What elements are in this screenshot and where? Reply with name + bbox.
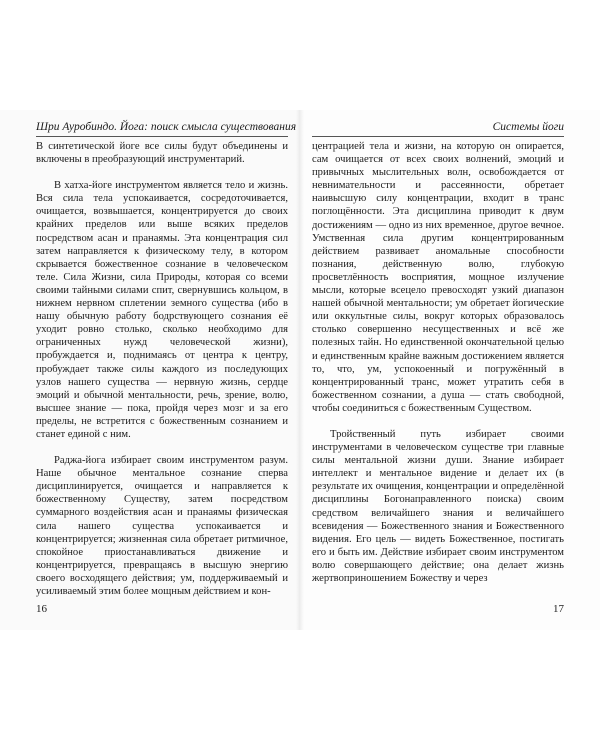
left-page-number: 16 (36, 603, 47, 615)
left-paragraph-1: В синтетической йоге все силы будут объединены и включены в преобразующий инструментарий. (36, 141, 288, 166)
right-paragraph-1: центрацией тела и жизни, на которую он опирается, сам очищается от всех своих волнений, эмоций и привычных мыслительных волн, освобождается от невнимательности и рассеянности, обретает наивысшую силу концентрации, входит в транс поглощённости. Эта дисциплина приводит к двум достижениям — одно из них временное, другое вечное. Умственная сила другим концентрированным действием развивает аномальные способности познания, действенную волю, глубокую просветлённость восприятия, мощное излучение мысли, которые всецело превосходят узкий диапазон нашей обычной ментальности; ум обретает йогические или оккультные силы, вокруг которых образовалось столько совершенно несущественных и всё же полезных тайн. Но единственной окончательной целью и единственным крайне важным достижением является то, что, ум, успокоенный и погружённый в концентрированный транс, может утратить себя в божественном сознании, а душа — стать свободной, чтобы соединиться с божественным Существом. (312, 141, 564, 414)
left-text-column (36, 140, 288, 598)
left-paragraph-2: В хатха-йоге инструментом является тело и жизнь. Вся сила тела успокаивается, сосредоточивается, очищается, возвышается, концентрируется до своих крайних пределов или выше всяких пределов посредством асан и пранаямы. Эта концентрация сил затем направляется к физическому телу, в котором скрывается божественное сознание в человеческом теле. Сила Жизни, сила Природы, которая со всеми своими тайными силами спит, свернувшись кольцом, в нижнем нервном сплетении земного существа (ибо в нашу обычную работу бодрствующего сознания её уходит ровно столько, сколько необходимо для ограниченных нужд человеческой жизни), пробуждается и, поднимаясь от центра к центру, пробуждает также силы каждого из последующих узлов нашего существа — нервную жизнь, сердце эмоций и обычной ментальности, речь, зрение, волю, высшее знание — пока, пройдя через мозг и за его пределы, не встретится с божественным сознанием и станет единой с ним. (36, 180, 288, 440)
right-text-column (312, 140, 564, 585)
left-paragraph-3: Раджа-йога избирает своим инструментом разум. Наше обычное ментальное сознание сперва дисциплинируется, очищается и направляется к божественному Существу, затем посредством суммарного воздействия асан и пранаямы физическая сила нашего существа успокаивается и концентрируется; жизненная сила обретает ритмичное, спокойное приостанавливаться движение и концентрируется, превращаясь в высшую энергию своего восходящего действия; ум, поддерживаемый и усиливаемый этим более мощным действием и кон- (36, 455, 288, 597)
left-header-rule (36, 136, 288, 137)
right-running-head: Системы йоги (492, 121, 564, 133)
book-gutter (296, 110, 304, 630)
right-page-number: 17 (553, 603, 564, 615)
right-header-rule (312, 136, 564, 137)
left-running-head: Шри Ауробиндо. Йога: поиск смысла существования (36, 121, 297, 133)
right-paragraph-2: Тройственный путь избирает своими инструментами в человеческом существе три главные силы ментальной жизни души. Знание избирает интеллект и ментальное видение и делает их (в результате их очищения, концентрации и определённой дисциплины Богонаправленного поиска) своим средством величайшего знания и величайшего всевидения — Божественного знания и Божественного видения. Его цель — видеть Божественное, постигать его и быть им. Действие избирает своим инструментом волю совершающего действие; она делает жизнь жертвоприношением Божеству и через (312, 428, 564, 584)
